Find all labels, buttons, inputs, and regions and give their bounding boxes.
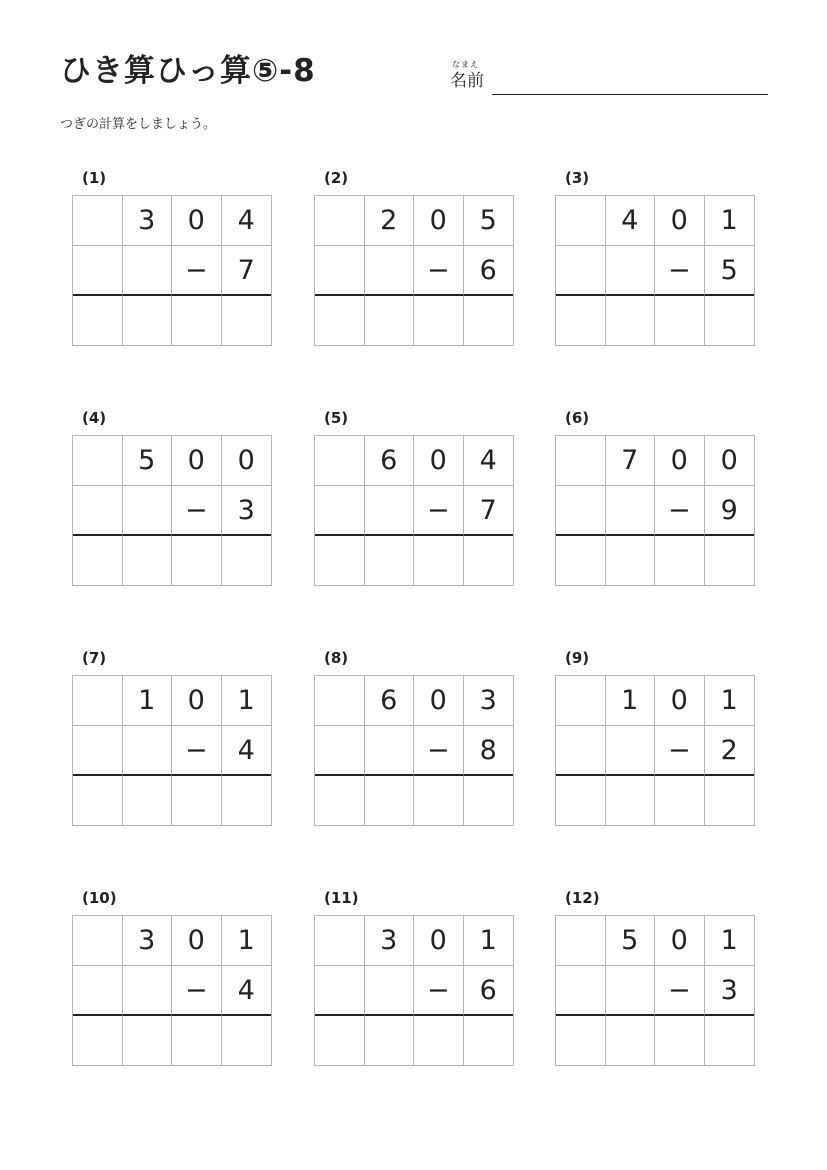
minuend-digit: 1	[464, 916, 514, 966]
subtrahend-digit: 2	[705, 726, 755, 776]
answer-cell[interactable]	[123, 296, 173, 346]
answer-cell[interactable]	[73, 296, 123, 346]
subtrahend-digit	[73, 246, 123, 296]
minuend-digit: 4	[222, 196, 272, 246]
answer-cell[interactable]	[705, 296, 755, 346]
minus-sign: −	[172, 486, 222, 536]
minuend-digit	[556, 436, 606, 486]
minus-sign: −	[414, 246, 464, 296]
name-field-block	[449, 60, 769, 96]
subtrahend-digit	[73, 486, 123, 536]
minuend-digit: 1	[222, 676, 272, 726]
problem-label: (2)	[324, 169, 349, 187]
minus-sign: −	[655, 246, 705, 296]
answer-cell[interactable]	[655, 296, 705, 346]
minuend-digit: 3	[464, 676, 514, 726]
problem-grid	[314, 675, 514, 826]
problem-label: (7)	[82, 649, 107, 667]
minuend-digit	[73, 436, 123, 486]
subtrahend-digit	[606, 486, 656, 536]
subtrahend-digit	[123, 246, 173, 296]
minuend-digit: 4	[464, 436, 514, 486]
problem-label: (11)	[324, 889, 359, 907]
subtrahend-digit: 6	[464, 966, 514, 1016]
problem-label: (5)	[324, 409, 349, 427]
answer-cell[interactable]	[464, 536, 514, 586]
subtrahend-digit	[365, 966, 415, 1016]
minuend-digit: 1	[222, 916, 272, 966]
subtrahend-digit	[73, 966, 123, 1016]
minuend-digit: 4	[606, 196, 656, 246]
problem-grid	[314, 195, 514, 346]
problem-grid	[72, 675, 272, 826]
minuend-digit: 0	[414, 676, 464, 726]
minuend-digit: 1	[606, 676, 656, 726]
minus-sign: −	[655, 726, 705, 776]
minuend-digit: 0	[655, 196, 705, 246]
minus-sign: −	[655, 486, 705, 536]
minuend-digit	[556, 196, 606, 246]
subtrahend-digit	[606, 246, 656, 296]
minus-sign: −	[172, 966, 222, 1016]
subtrahend-digit	[123, 966, 173, 1016]
answer-cell[interactable]	[705, 536, 755, 586]
problem-label: (4)	[82, 409, 107, 427]
problem-label: (6)	[565, 409, 590, 427]
answer-cell[interactable]	[315, 1016, 365, 1066]
subtrahend-digit	[365, 246, 415, 296]
minuend-digit: 1	[123, 676, 173, 726]
minuend-digit: 6	[365, 436, 415, 486]
problem-label: (9)	[565, 649, 590, 667]
answer-cell[interactable]	[556, 1016, 606, 1066]
minuend-digit: 0	[222, 436, 272, 486]
answer-cell[interactable]	[172, 296, 222, 346]
subtrahend-digit	[556, 966, 606, 1016]
answer-cell[interactable]	[414, 296, 464, 346]
answer-cell[interactable]	[365, 776, 415, 826]
answer-cell[interactable]	[705, 1016, 755, 1066]
subtrahend-digit	[315, 726, 365, 776]
minuend-digit	[556, 916, 606, 966]
minuend-digit: 0	[655, 916, 705, 966]
answer-cell[interactable]	[464, 1016, 514, 1066]
problem-grid	[72, 195, 272, 346]
answer-cell[interactable]	[172, 1016, 222, 1066]
problem-grid	[555, 195, 755, 346]
name-write-line[interactable]	[492, 94, 768, 95]
minuend-digit: 2	[365, 196, 415, 246]
answer-cell[interactable]	[655, 776, 705, 826]
problem-label: (10)	[82, 889, 117, 907]
answer-cell[interactable]	[556, 536, 606, 586]
minuend-digit: 0	[172, 676, 222, 726]
minuend-digit: 1	[705, 916, 755, 966]
answer-cell[interactable]	[414, 776, 464, 826]
problem-label: (12)	[565, 889, 600, 907]
answer-cell[interactable]	[365, 296, 415, 346]
instruction-text: つぎの計算をしましょう。	[60, 117, 217, 132]
problem-grid	[555, 435, 755, 586]
subtrahend-digit: 4	[222, 726, 272, 776]
answer-cell[interactable]	[123, 1016, 173, 1066]
minuend-digit	[315, 676, 365, 726]
subtrahend-digit	[606, 726, 656, 776]
minuend-digit: 0	[414, 196, 464, 246]
minuend-digit: 5	[123, 436, 173, 486]
minuend-digit	[73, 676, 123, 726]
subtrahend-digit	[123, 486, 173, 536]
subtrahend-digit	[123, 726, 173, 776]
subtrahend-digit	[315, 966, 365, 1016]
answer-cell[interactable]	[556, 296, 606, 346]
answer-cell[interactable]	[705, 776, 755, 826]
minuend-digit: 5	[464, 196, 514, 246]
answer-cell[interactable]	[222, 296, 272, 346]
subtrahend-digit	[556, 246, 606, 296]
answer-cell[interactable]	[365, 536, 415, 586]
answer-cell[interactable]	[222, 1016, 272, 1066]
minuend-digit: 0	[414, 916, 464, 966]
subtrahend-digit: 6	[464, 246, 514, 296]
subtrahend-digit: 7	[464, 486, 514, 536]
minuend-digit: 6	[365, 676, 415, 726]
subtrahend-digit: 3	[222, 486, 272, 536]
minuend-digit: 0	[705, 436, 755, 486]
page-title: ひき算ひっ算⑤-8	[60, 53, 316, 89]
minus-sign: −	[414, 486, 464, 536]
answer-cell[interactable]	[222, 536, 272, 586]
answer-cell[interactable]	[464, 296, 514, 346]
problem-grid	[555, 915, 755, 1066]
answer-cell[interactable]	[315, 776, 365, 826]
subtrahend-digit	[315, 486, 365, 536]
minus-sign: −	[172, 726, 222, 776]
answer-cell[interactable]	[315, 296, 365, 346]
minuend-digit: 3	[123, 916, 173, 966]
answer-cell[interactable]	[606, 776, 656, 826]
answer-cell[interactable]	[414, 536, 464, 586]
answer-cell[interactable]	[73, 536, 123, 586]
minuend-digit	[556, 676, 606, 726]
answer-cell[interactable]	[414, 1016, 464, 1066]
minuend-digit: 1	[705, 196, 755, 246]
name-ruby: なまえ	[452, 60, 479, 69]
minuend-digit	[315, 916, 365, 966]
subtrahend-digit: 4	[222, 966, 272, 1016]
minuend-digit: 1	[705, 676, 755, 726]
minus-sign: −	[172, 246, 222, 296]
subtrahend-digit	[315, 246, 365, 296]
subtrahend-digit: 9	[705, 486, 755, 536]
minus-sign: −	[414, 726, 464, 776]
minuend-digit	[73, 196, 123, 246]
answer-cell[interactable]	[655, 536, 705, 586]
answer-cell[interactable]	[464, 776, 514, 826]
minuend-digit: 0	[172, 196, 222, 246]
minus-sign: −	[655, 966, 705, 1016]
minuend-digit: 0	[172, 916, 222, 966]
problem-grid	[314, 915, 514, 1066]
subtrahend-digit: 8	[464, 726, 514, 776]
answer-cell[interactable]	[172, 776, 222, 826]
problem-label: (1)	[82, 169, 107, 187]
problem-label: (8)	[324, 649, 349, 667]
answer-cell[interactable]	[73, 1016, 123, 1066]
minuend-digit	[315, 436, 365, 486]
minuend-digit: 7	[606, 436, 656, 486]
subtrahend-digit	[556, 726, 606, 776]
minuend-digit: 0	[414, 436, 464, 486]
answer-cell[interactable]	[365, 1016, 415, 1066]
answer-cell[interactable]	[556, 776, 606, 826]
answer-cell[interactable]	[222, 776, 272, 826]
answer-cell[interactable]	[172, 536, 222, 586]
answer-cell[interactable]	[606, 536, 656, 586]
subtrahend-digit	[606, 966, 656, 1016]
minuend-digit: 3	[123, 196, 173, 246]
minuend-digit: 0	[655, 436, 705, 486]
minuend-digit	[73, 916, 123, 966]
answer-cell[interactable]	[655, 1016, 705, 1066]
subtrahend-digit: 7	[222, 246, 272, 296]
answer-cell[interactable]	[123, 776, 173, 826]
problem-grid	[555, 675, 755, 826]
minuend-digit: 0	[172, 436, 222, 486]
answer-cell[interactable]	[606, 296, 656, 346]
answer-cell[interactable]	[315, 536, 365, 586]
subtrahend-digit	[73, 726, 123, 776]
name-label: 名前	[450, 71, 484, 91]
minuend-digit: 0	[655, 676, 705, 726]
minuend-digit: 5	[606, 916, 656, 966]
subtrahend-digit: 5	[705, 246, 755, 296]
problem-grid	[72, 915, 272, 1066]
problem-grid	[314, 435, 514, 586]
subtrahend-digit	[556, 486, 606, 536]
problem-grid	[72, 435, 272, 586]
answer-cell[interactable]	[606, 1016, 656, 1066]
subtrahend-digit	[365, 486, 415, 536]
minuend-digit: 3	[365, 916, 415, 966]
answer-cell[interactable]	[73, 776, 123, 826]
subtrahend-digit	[365, 726, 415, 776]
answer-cell[interactable]	[123, 536, 173, 586]
problem-label: (3)	[565, 169, 590, 187]
subtrahend-digit: 3	[705, 966, 755, 1016]
minuend-digit	[315, 196, 365, 246]
minus-sign: −	[414, 966, 464, 1016]
